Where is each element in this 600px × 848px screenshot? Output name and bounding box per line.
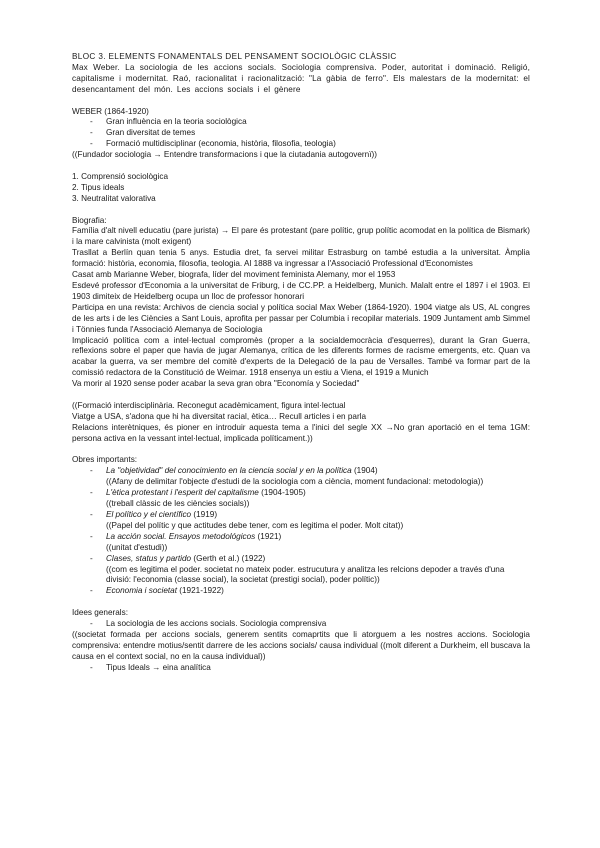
obra-note: ((unitat d'estudi)): [106, 542, 168, 552]
weber-bullet: - Gran diversitat de temes: [90, 128, 196, 138]
numbered-item: 1. Comprensió sociològica: [72, 171, 169, 181]
obra-item: - L'ètica protestant i l'esperit del capitalisme (1904-1905): [90, 488, 306, 498]
biografia-note: Viatge a USA, s'adona que hi ha diversitat racial, ètica… Recull articles i en parla: [72, 411, 367, 421]
biografia-heading: Biografia:: [72, 215, 107, 225]
numbered-item: 2. Tipus ideals: [72, 182, 125, 192]
document-title: BLOC 3. ELEMENTS FONAMENTALS DEL PENSAMENT SOCIOLÒGIC CLÀSSIC: [72, 52, 397, 61]
biografia-paragraph: Participa en una revista: Archivos de ciencia social y política social Max Weber (1864-1920). 1904 viatge als US, AL congres de les arts i de les Ciències a Sant Louis, aprofita per passar per Columbia i recopilar materials. 1909 Juntament amb Simmel i Tönnies funda l'Associació Alemanya de Sociologia: [72, 302, 530, 334]
idees-bullet: - La sociologia de les accions socials. Sociologia comprensiva: [90, 619, 327, 629]
document-page: [72, 52, 530, 674]
obra-item: - Clases, status y partido (Gerth et al.) (1922): [90, 553, 266, 563]
obra-note: ((treball clàssic de les ciències socials)): [106, 499, 250, 509]
biografia-paragraph: Família d'alt nivell educatiu (pare jurista) → El pare és protestant (pare polític, grup polític acomodat en la política de Bismark) i la mare calvinista (molt exigent): [72, 226, 530, 247]
biografia-paragraph: Trasllat a Berlín quan tenia 5 anys. Estudia dret, fa servei militar Estrasburg on també estudia a la universitat. Àmplia formació: història, economia, filosofia, teologia. Al 1888 va ingressar a l'Associació Professional d'Economistes: [72, 248, 530, 269]
weber-note: ((Fundador sociologia → Entendre transformacions i que la ciutadania autogovernï)): [72, 150, 377, 160]
biografia-paragraph: Casat amb Marianne Weber, biografa, líder del moviment feminista Alemany, mor el 1953: [72, 270, 396, 280]
obra-note: ((com es legitima el poder. societat no mateix poder. estrucutura y analitza les relcions depoder a través d'una divisió: l'economia (classe social), la societat (prestigi social), poder polític)): [106, 564, 505, 585]
obra-item: - La acción social. Ensayos metodológicos (1921): [90, 531, 282, 541]
intro-paragraph: Max Weber. La sociologia de les accions socials. Sociologia comprensiva. Poder, autoritat i dominació. Religió, capitalisme i modernitat. Raó, racionalitat i racionalització: "La gàbia de ferro". Els malestars de la modernitat: el desencantament del món. Les accions socials i el gènere: [72, 62, 530, 94]
obra-item: - La "objetividad" del conocimiento en la ciencia social y en la política (1904): [90, 466, 378, 476]
weber-bullet: - Gran influència en la teoria sociològica: [90, 117, 247, 127]
obra-note: ((Afany de delimitar l'objecte d'estudi de la sociologia com a ciència, moment fundacional: metodologia)): [106, 477, 484, 487]
obra-item: - El político y el científico (1919): [90, 509, 218, 519]
obra-note: ((Papel del polític y que actitudes debe tener, com es legitima el poder. Molt citat)): [106, 520, 404, 530]
weber-bullet: - Formació multidisciplinar (economia, història, filosofia, teologia): [90, 139, 336, 149]
biografia-note: ((Formació interdisciplinària. Reconegut acadèmicament, figura intel·lectual: [72, 400, 346, 410]
idees-bullet: - Tipus Ideals → eina analítica: [90, 662, 211, 672]
biografia-paragraph: Implicació política com a intel·lectual compromès (proper a la socialdemocràcia d'esquerres), durant la Gran Guerra, reflexions sobre el paper que havia de jugar Alemanya, crítica de les diferents formes de racisme emergents, etc. Quan va acabar la guerra, va ser membre del comitè d'experts de la Delegació de la pau de Versalles. També va formar part de la comissió redactora de la Constitució de Weimar. 1918 ensenya un estiu a Viena, el 1919 a Munich: [72, 335, 530, 378]
obra-item: - Economia i societat (1921-1922): [90, 586, 224, 596]
idees-paragraph: ((societat formada per accions socials, generem sentits comaprtits que li atorguem a les nostres accions. Sociologia comprensiva: entendre motius/sentit darrere de les accions socials/ causa individual ((molt diferent a Durkheim, ell buscava la causa en el context social, no en la causa individual)): [72, 629, 530, 661]
numbered-item: 3. Neutralitat valorativa: [72, 193, 156, 203]
weber-heading: WEBER (1864-1920): [72, 106, 149, 116]
biografia-paragraph: Esdevé professor d'Economia a la universitat de Friburg, i de CC.PP. a Heidelberg, Munich. Malalt entre el 1897 i el 1903. El 1903 dimiteix de Heidelberg ocupa un lloc de professor honorari: [72, 280, 530, 301]
obres-heading: Obres importants:: [72, 455, 138, 465]
biografia-note: Relacions interètniques, és pioner en introduir aquesta tema a l'inici del segle XX →No gran aportació en el tema 1GM: persona activa en la vessant intel·lectual, implicada políticament.)): [72, 422, 530, 443]
biografia-paragraph: Va morir al 1920 sense poder acabar la seva gran obra "Economía y Sociedad": [72, 379, 360, 389]
idees-heading: Idees generals:: [72, 608, 128, 618]
